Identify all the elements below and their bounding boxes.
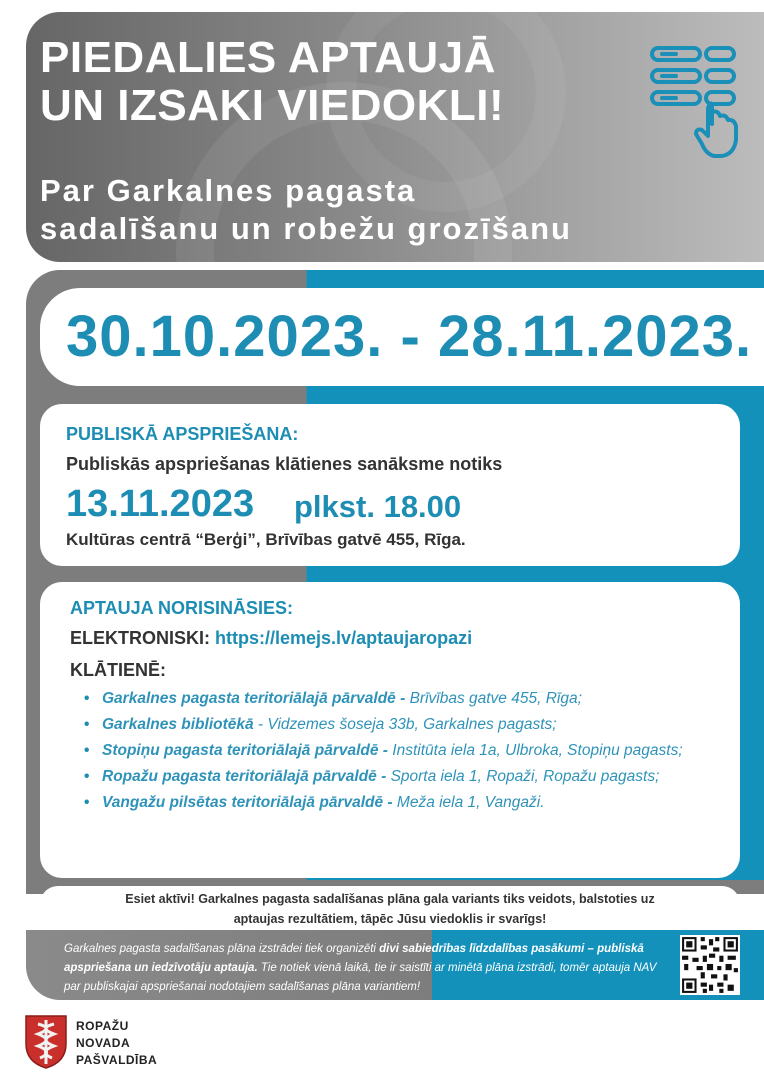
logo-line-2: NOVADA [76,1036,131,1050]
meeting-place: Kultūras centrā “Berģi”, Brīvības gatvē 455, Rīga. [66,530,466,549]
note-line-1: Esiet aktīvi! Garkalnes pagasta sadalīšanas plāna gala variants tiks veidots, balstoties uz [125,892,655,906]
location-address: Sporta iela 1, Ropaži, Ropažu pagasts; [390,768,660,785]
footer-part-2: Tie notiek vienā laikā, tie ir saistīti ar minētā plāna izstrādi, tomēr aptauja NAV par publiskajai apspriešanai nodotajiem sadalīšanas plāna variantiem! [64,962,657,993]
survey-dates: 30.10.2023. - 28.11.2023. [66,304,753,369]
footer-part-1: Garkalnes pagasta sadalīšanas plāna izstrādei tiek organizēti [64,943,380,955]
electronic-label: ELEKTRONISKI: [70,628,211,648]
list-item [84,738,724,764]
location-name: Stopiņu pagasta teritoriālajā pārvaldē - [102,742,393,759]
location-name: Garkalnes bibliotēkā [102,716,254,733]
location-name: Garkalnes pagasta teritoriālajā pārvaldē - [102,690,410,707]
page-title [40,34,504,130]
location-address: - Vidzemes šoseja 33b, Garkalnes pagasts; [253,716,557,733]
list-item [84,790,724,816]
list-item [84,764,724,790]
meeting-date: 13.11.2023 [66,483,255,525]
location-address: Meža iela 1, Vangaži. [396,794,545,811]
logo-line-3: PAŠVALDĪBA [76,1053,158,1067]
footer-text [64,940,664,997]
list-item [84,712,724,738]
municipality-name [76,1018,157,1069]
footer-bold: divi sabiedrības līdzdalības pasākumi – publiskā apspriešana un iedzīvotāju aptauja. [64,943,644,974]
note-text [60,889,720,929]
note-line-2: aptaujas rezultātiem, tāpēc Jūsu viedoklis ir svarīgs! [233,912,547,926]
location-name: Ropažu pagasta teritoriālajā pārvaldē - [102,768,391,785]
location-list [84,686,724,816]
meeting-time: plkst. 18.00 [294,489,462,524]
logo-line-1: ROPAŽU [76,1019,129,1033]
location-address: Institūta iela 1a, Ulbroka, Stopiņu pagasts; [392,742,683,759]
title-line-2: UN IZSAKI VIEDOKLI! [40,81,505,130]
subtitle-line-2: sadalīšanu un robežu grozīšanu [40,211,572,246]
survey-link[interactable]: https://lemejs.lv/aptaujaropazi [215,628,473,648]
page-subtitle [40,172,572,248]
public-discussion-heading: PUBLISKĀ APSPRIEŠANA: [66,424,299,444]
keypad-touch-icon [648,42,740,162]
subtitle-line-1: Par Garkalnes pagasta [40,173,417,208]
coat-of-arms-icon [24,1014,68,1070]
survey-electronic [70,628,472,649]
in-person-label: KLĀTIENĒ: [70,660,166,680]
location-name: Vangažu pilsētas teritoriālajā pārvaldē - [102,794,397,811]
title-line-1: PIEDALIES APTAUJĀ [40,33,496,82]
qr-code-icon[interactable] [680,935,740,995]
public-discussion-text: Publiskās apspriešanas klātienes sanāksme notiks [66,454,503,474]
location-address: Brīvības gatve 455, Rīga; [409,690,582,707]
survey-heading: APTAUJA NORISINĀSIES: [70,598,294,618]
list-item [84,686,724,712]
